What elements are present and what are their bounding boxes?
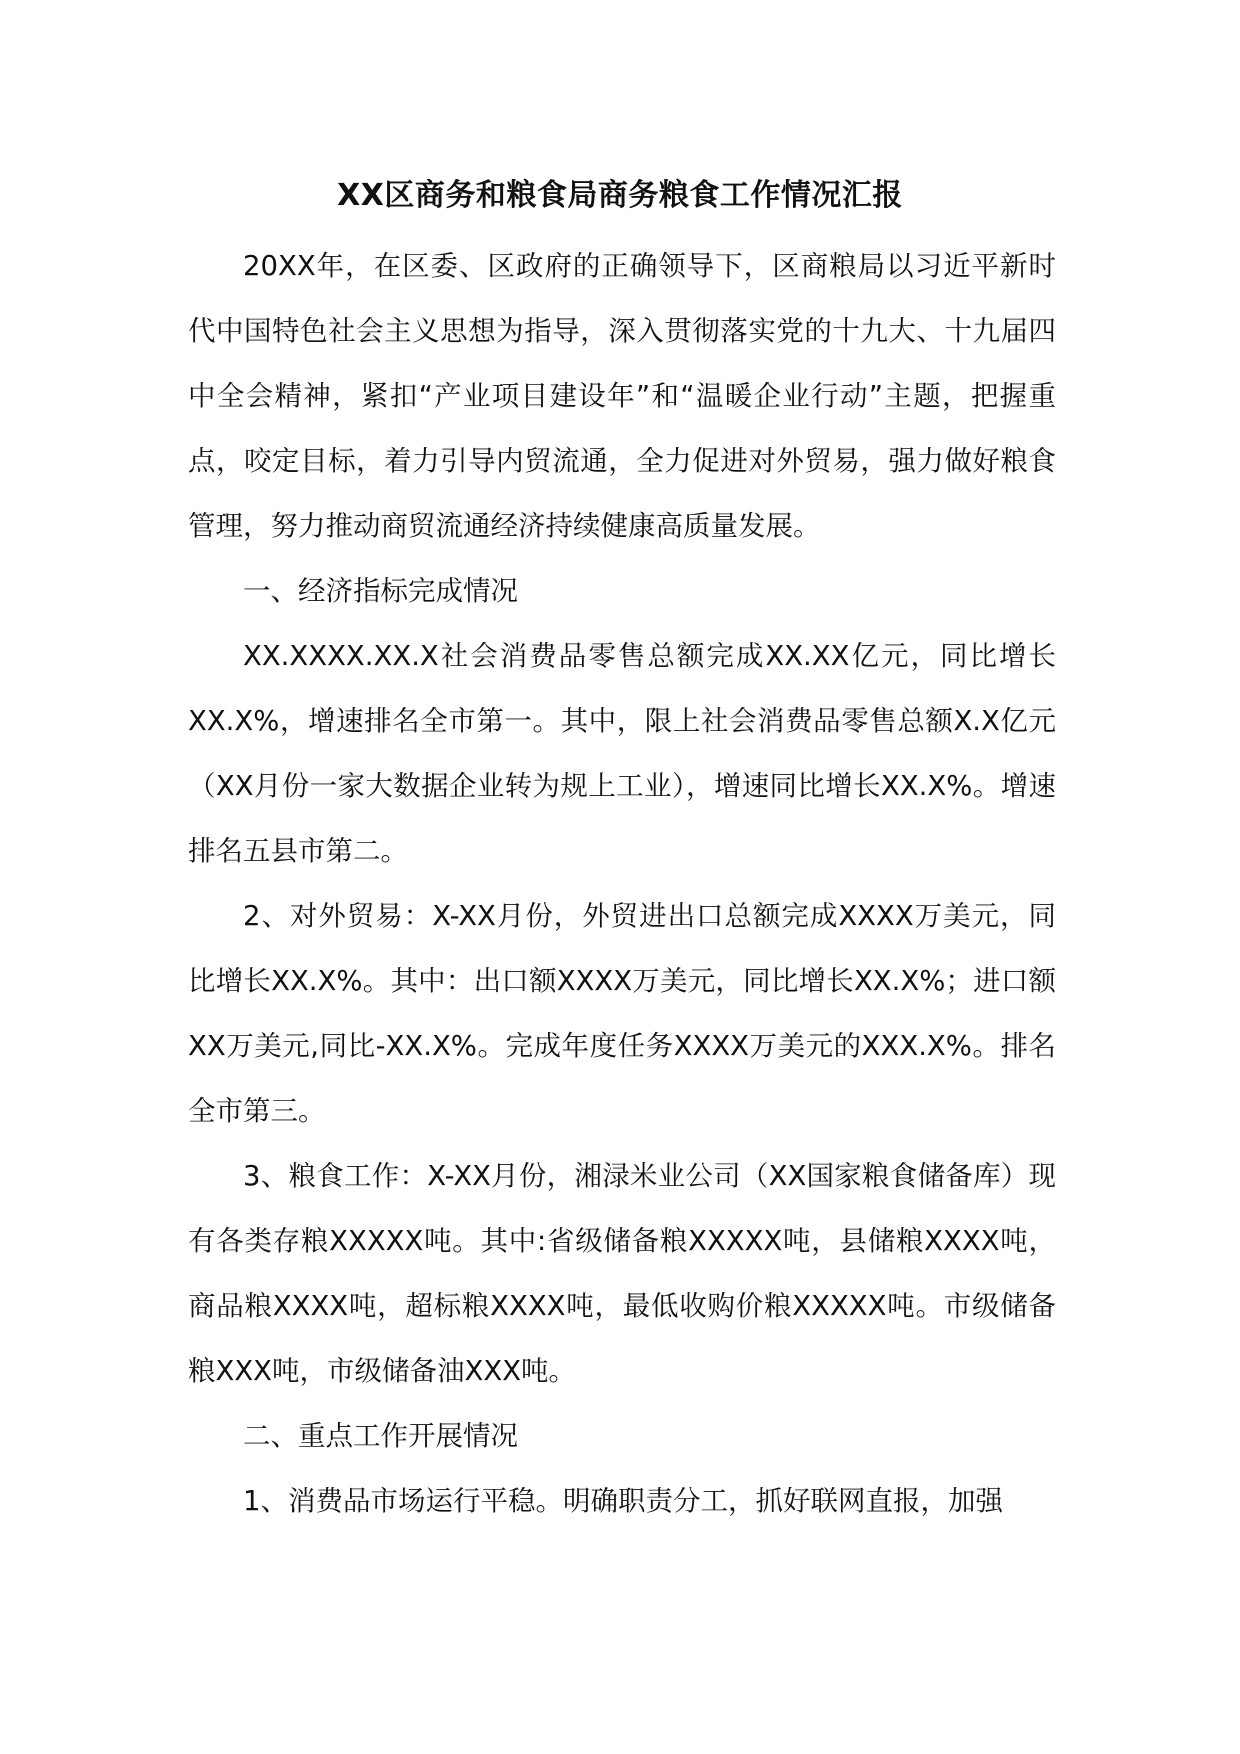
paragraph-intro: 20XX年，在区委、区政府的正确领导下，区商粮局以习近平新时代中国特色社会主义思想为指导，深入贯彻落实党的十九大、十九届四中全会精神，紧扣“产业项目建设年”和“温暖企业行动”主题，把握重点，咬定目标，着力引导内贸流通，全力促进对外贸易，强力做好粮食管理，努力推动商贸流通经济持续健康高质量发展。 [188,250,1056,542]
paragraph-retail-sales: XX.XXXX.XX.X社会消费品零售总额完成XX.XX亿元，同比增长XX.X%，增速排名全市第一。其中，限上社会消费品零售总额X.X亿元（XX月份一家大数据企业转为规上工业），增速同比增长XX.X%。增速排名五县市第二。 [188,640,1056,867]
paragraph-grain-work: 3、粮食工作：X-XX月份，湘渌米业公司（XX国家粮食储备库）现有各类存粮XXXXX吨。其中:省级储备粮XXXXX吨，县储粮XXXX吨，商品粮XXXX吨，超标粮XXXX吨，最低收购价粮XXXXX吨。市级储备粮XXX吨，市级储备油XXX吨。 [188,1160,1056,1387]
paragraph-consumer-market: 1、消费品市场运行平稳。明确职责分工，抓好联网直报，加强 [243,1485,1003,1517]
document-title: XX区商务和粮食局商务粮食工作情况汇报 [337,178,903,213]
section-heading-key-work: 二、重点工作开展情况 [243,1420,518,1452]
section-heading-economic-indicators: 一、经济指标完成情况 [243,575,518,607]
document-body [188,234,1056,1534]
paragraph-foreign-trade: 2、对外贸易：X-XX月份，外贸进出口总额完成XXXX万美元，同比增长XX.X%。其中：出口额XXXX万美元，同比增长XX.X%；进口额XX万美元,同比-XX.X%。完成年度任务XXXX万美元的XXX.X%。排名全市第三。 [188,900,1056,1127]
